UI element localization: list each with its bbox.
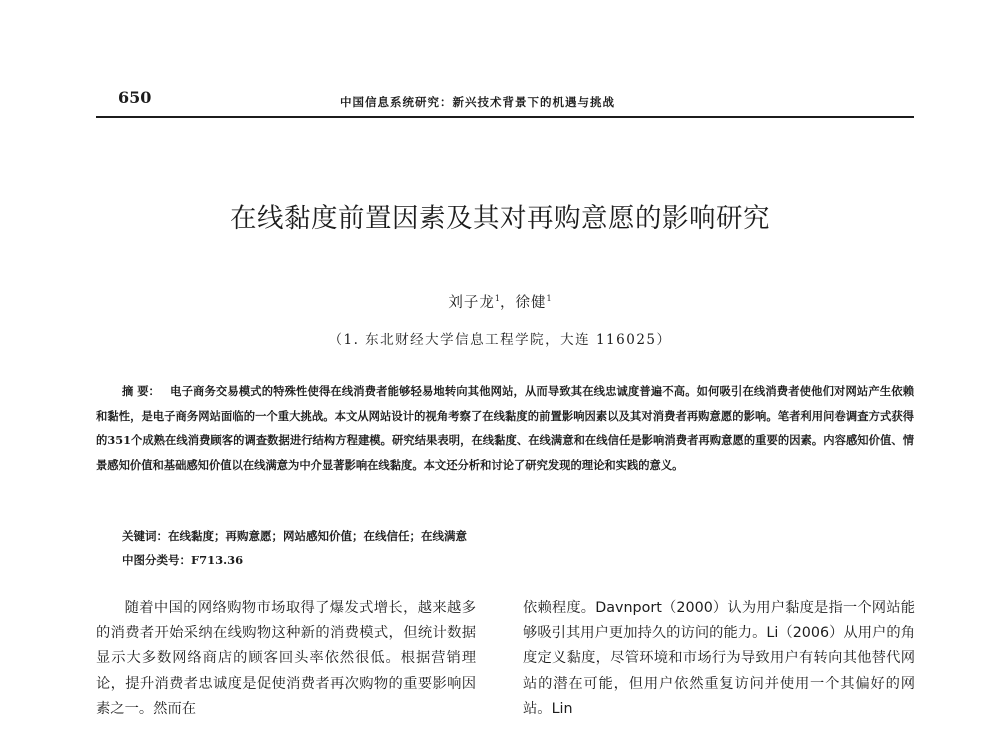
running-title: 中国信息系统研究：新兴技术背景下的机遇与挑战 [340,95,615,109]
body-left-column [96,596,476,722]
body-paragraph: 随着中国的网络购物市场取得了爆发式增长，越来越多的消费者开始采纳在线购物这种新的消费模式，但统计数据显示大多数网络商店的顾客回头率依然很低。根据营销理论，提升消费者忠诚度是促使消费者再次购物的重要影响因素之一。然而在 [96,600,476,717]
abstract [96,379,914,477]
keywords [122,528,467,544]
classification-number [122,552,243,568]
abstract-text: 电子商务交易模式的特殊性使得在线消费者能够轻易地转向其他网站，从而导致其在线忠诚度普遍不高。如何吸引在线消费者使他们对网站产生依赖和黏性，是电子商务网站面临的一个重大挑战。本文从网站设计的视角考察了在线黏度的前置影响因素以及其对消费者再购意愿的影响。笔者利用问卷调查方式获得的351个成熟在线消费顾客的调查数据进行结构方程建模。研究结果表明，在线黏度、在线满意和在线信任是影响消费者再购意愿的重要的因素。内容感知价值、情景感知价值和基础感知价值以在线满意为中介显著影响在线黏度。本文还分析和讨论了研究发现的理论和实践的意义。 [96,384,914,472]
body-right-column [523,596,915,722]
header-rule [96,116,914,118]
affiliation: （1. 东北财经大学信息工程学院，大连 116025） [328,332,672,348]
classification-code: F713.36 [191,553,244,567]
abstract-label: 摘 要： [122,384,160,398]
classification-label: 中图分类号： [122,553,191,567]
page-number: 650 [118,88,152,107]
author-line [0,291,1000,312]
author-affiliation-mark: 1 [494,294,500,304]
author-separator: ， [500,295,516,311]
keywords-text: 在线黏度；再购意愿；网站感知价值；在线信任；在线满意 [168,529,467,543]
author-name: 徐健 [515,295,547,311]
author-name: 刘子龙 [448,295,495,311]
paper-title: 在线黏度前置因素及其对再购意愿的影响研究 [230,203,770,234]
body-paragraph: 依赖程度。Davnport（2000）认为用户黏度是指一个网站能够吸引其用户更加持久的访问的能力。Li（2006）从用户的角度定义黏度，尽管环境和市场行为导致用户有转向其他替代网站的潜在可能，但用户依然重复访问并使用一个其偏好的网站。Lin [523,600,915,717]
author-affiliation-mark: 1 [546,294,552,304]
keywords-label: 关键词： [122,529,168,543]
